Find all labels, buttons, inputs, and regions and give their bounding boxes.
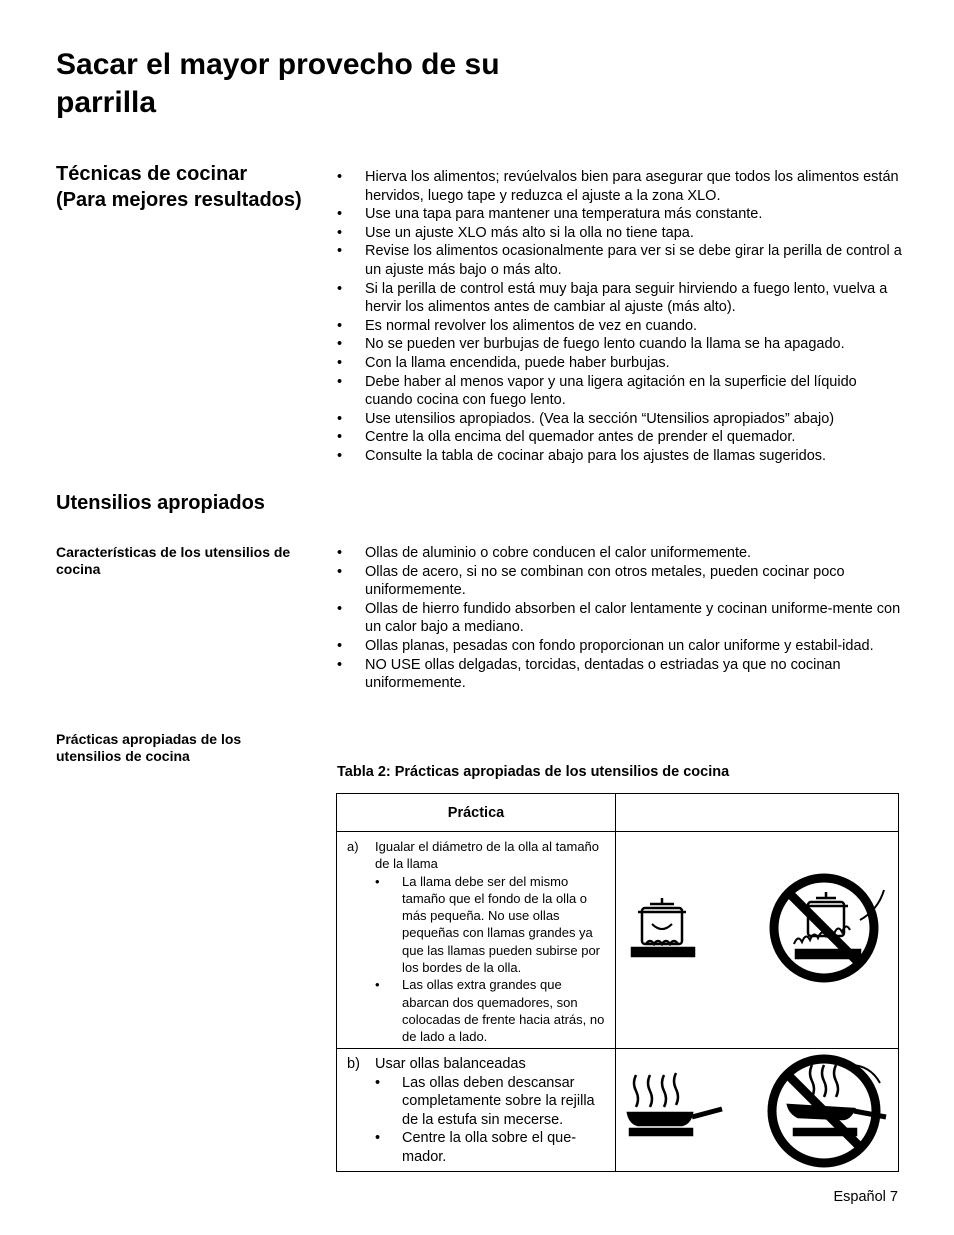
prohibited-tilted-pan-icon: [772, 1059, 886, 1163]
list-item: • Revise los alimentos ocasionalmente para ver si se debe girar la perilla de control a un ajuste más bajo o más alto.: [337, 242, 902, 279]
illustration-cell: [616, 1049, 899, 1172]
list-item: • Use utensilios apropiados. (Vea la sección “Utensilios apropiados” abajo): [337, 410, 902, 429]
row-a-illustrations: [616, 832, 898, 1048]
list-item: • Ollas de hierro fundido absorben el calor lentamente y cocinan uniforme-mente con un calor bajo a mediano.: [337, 600, 902, 637]
list-item: • Con la llama encendida, puede haber burbujas.: [337, 354, 902, 373]
list-item: • Centre la olla sobre el que-mador.: [375, 1129, 605, 1166]
practice-sublist: [347, 873, 605, 1046]
header-image: [616, 794, 899, 832]
table-caption: Tabla 2: Prácticas apropiadas de los utensilios de cocina: [337, 764, 730, 780]
list-item: • Use una tapa para mantener una temperatura más constante.: [337, 205, 902, 224]
header-practice: Práctica: [337, 794, 616, 832]
page-title: Sacar el mayor provecho de su parrilla: [56, 48, 500, 119]
practice-main: Usar ollas balanceadas: [375, 1056, 526, 1072]
practice-cell: [337, 1049, 616, 1172]
practice-sublist: [347, 1074, 605, 1167]
list-item: • Use un ajuste XLO más alto si la olla no tiene tapa.: [337, 224, 902, 243]
subheading-cookware-characteristics: Características de los utensilios de cocina: [56, 544, 291, 577]
table-header-row: [337, 794, 899, 832]
list-item: • Consulte la tabla de cocinar abajo para los ajustes de llamas sugeridos.: [337, 447, 902, 466]
cookware-practices-table: [336, 793, 899, 1172]
list-item: • Las ollas extra grandes que abarcan dos quemadores, son colocadas de frente hacia atrás, no de lado a lado.: [375, 976, 605, 1045]
section-heading-cookware: Utensilios apropiados: [56, 492, 265, 514]
cookware-characteristics-list: [337, 544, 902, 693]
cooking-techniques-list: [337, 168, 902, 466]
list-item: • No se pueden ver burbujas de fuego lento cuando la llama se ha apagado.: [337, 335, 902, 354]
row-label: b): [347, 1056, 360, 1072]
heading-line-1: Técnicas de cocinar: [56, 163, 248, 185]
practice-main: Igualar el diámetro de la olla al tamaño de la llama: [375, 839, 600, 872]
list-item: • NO USE ollas delgadas, torcidas, dentadas o estriadas ya que no cocinan uniformemente.: [337, 656, 902, 693]
page-footer: Español 7: [833, 1189, 898, 1205]
balanced-pan-icon: [628, 1073, 722, 1135]
practice-cell: [337, 832, 616, 1049]
row-label: a): [347, 839, 359, 854]
heading-line-2: (Para mejores resultados): [56, 189, 302, 211]
prohibited-small-pot-icon: [774, 878, 884, 978]
list-item: • Ollas de acero, si no se combinan con otros metales, pueden cocinar poco uniformemente.: [337, 563, 902, 600]
list-item: • Es normal revolver los alimentos de vez en cuando.: [337, 317, 902, 336]
list-item: • Ollas planas, pesadas con fondo proporcionan un calor uniforme y estabil-idad.: [337, 637, 902, 656]
table-row: [337, 1049, 899, 1172]
list-item: • Hierva los alimentos; revúelvalos bien para asegurar que todos los alimentos están hervidos, luego tape y reduzca el ajuste a la zona XLO.: [337, 168, 902, 205]
illustration-cell: [616, 832, 899, 1049]
section-heading-cooking-techniques: [56, 161, 302, 213]
pot-on-burner-icon: [632, 898, 694, 956]
list-item: • Ollas de aluminio o cobre conducen el calor uniformemente.: [337, 544, 902, 563]
list-item: • Debe haber al menos vapor y una ligera agitación en la superficie del líquido cuando cocina con fuego lento.: [337, 373, 902, 410]
list-item: • Centre la olla encima del quemador antes de prender el quemador.: [337, 428, 902, 447]
subheading-cookware-practices: Prácticas apropiadas de los utensilios de cocina: [56, 731, 242, 764]
list-item: • Si la perilla de control está muy baja para seguir hirviendo a fuego lento, vuelva a hervir los alimentos antes de cambiar al ajuste (más alto).: [337, 280, 902, 317]
row-b-illustrations: [616, 1049, 898, 1171]
list-item: • Las ollas deben descansar completamente sobre la rejilla de la estufa sin mecerse.: [375, 1074, 605, 1130]
table-row: [337, 832, 899, 1049]
list-item: • La llama debe ser del mismo tamaño que el fondo de la olla o más pequeña. No use ollas pequeñas con llamas grandes ya que las llamas pueden subirse por los bordes de la olla.: [375, 873, 605, 977]
